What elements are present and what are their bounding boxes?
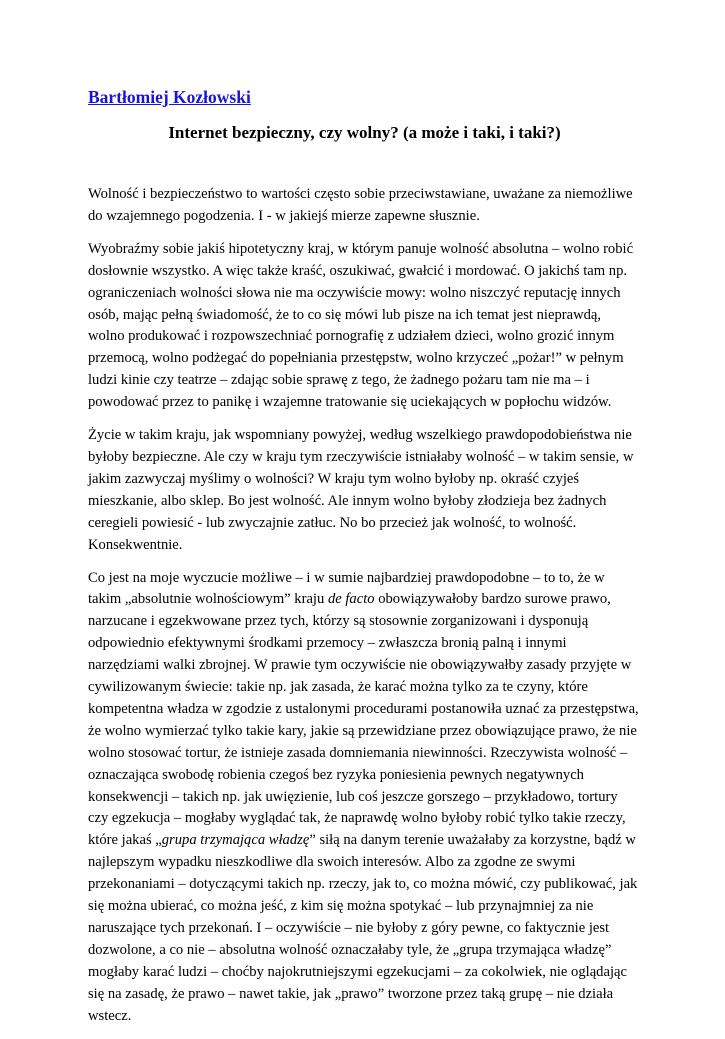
text-segment: odpowiednio efektywnymi środkami przemocy – zwłaszcza bronią palną i innymi	[88, 635, 567, 652]
text-segment: ” siłą na danym terenie uważałaby za korzystne, bądź w	[309, 832, 636, 849]
text-line	[88, 940, 648, 962]
text-segment: ceregieli powiesić - lub zwyczajnie zatłuc. No bo przecież jak wolność, to wolność.	[88, 514, 577, 531]
text-segment: mogłaby karać ludzi – choćby najokrutniejszymi egzekucjami – za cokolwiek, nie oglądając	[88, 963, 627, 980]
text-line	[88, 962, 648, 984]
text-line	[88, 370, 648, 392]
text-segment: Co jest na moje wyczucie możliwe – i w sumie najbardziej prawdopodobne – to to, że w	[88, 569, 605, 586]
text-line	[88, 896, 648, 918]
text-segment: obowiązywałoby bardzo surowe prawo,	[374, 591, 611, 608]
text-segment: ograniczeniach wolności słowa nie ma oczywiście mowy: wolno niszczyć reputację innych	[88, 284, 621, 301]
text-segment: wolno stosować tortur, że istnieje zasada domniemania niewinności. Rzeczywista wolność –	[88, 744, 628, 761]
text-line	[88, 239, 648, 261]
paragraph	[88, 239, 648, 414]
text-segment: narzucane i egzekwowane przez tych, którzy są stosownie zorganizowani i dysponują	[88, 613, 589, 630]
text-line	[88, 305, 648, 327]
text-line	[88, 392, 648, 414]
text-segment: przekonaniami – dotyczącymi takich np. rzeczy, jak to, co można mówić, czy publikować, jak	[88, 876, 638, 893]
text-segment: Konsekwentnie.	[88, 536, 183, 553]
text-segment: wstecz.	[88, 1007, 132, 1024]
italic-text: grupa trzymająca władzę	[161, 832, 310, 849]
text-segment: Wyobraźmy sobie jakiś hipotetyczny kraj, w którym panuje wolność absolutna – wolno robić	[88, 240, 634, 257]
text-segment: do wzajemnego pogodzenia. I - w jakiejś mierze zapewne słusznie.	[88, 207, 480, 224]
document-title	[0, 122, 725, 144]
text-segment: powodować przez to panikę i wzajemne tratowanie się uciekających w popłochu widzów.	[88, 394, 612, 411]
text-line	[88, 447, 648, 469]
text-segment: jakim zazwyczaj myślimy o wolności? W kraju tym wolno byłoby np. okraść czyjeś	[88, 470, 580, 487]
text-line	[88, 568, 648, 590]
text-line	[88, 589, 648, 611]
text-segment: przemocą, wolno podżegać do popełniania przestępstw, wolno krzyczeć „pożar!” w pełnym	[88, 350, 624, 367]
text-line	[88, 633, 648, 655]
text-line	[88, 852, 648, 874]
text-line	[88, 425, 648, 447]
text-segment: ludzi kinie czy teatrze – zdając sobie sprawę z tego, że żadnego pożaru tam nie ma – i	[88, 372, 590, 389]
text-segment: najlepszym wypadku nieszkodliwe dla swoich interesów. Albo za zgodne ze swymi	[88, 854, 576, 871]
text-line	[88, 830, 648, 852]
text-segment: czy egzekucja – mogłaby wyglądać tak, że naprawdę wolno byłoby robić tylko takie rzeczy,	[88, 810, 626, 827]
text-line	[88, 787, 648, 809]
text-line	[88, 655, 648, 677]
text-segment: mieszkanie, albo sklep. Bo jest wolność. Ale innym wolno byłoby złodzieja bez żadnych	[88, 492, 607, 509]
text-segment: osób, mając pełną świadomość, że to co się mówi lub pisze na ich temat jest nieprawdą,	[88, 306, 602, 323]
text-segment: naruszające tych przekonań. I – oczywiście – nie byłoby z góry pewne, co faktycznie jest	[88, 920, 610, 936]
document-body	[88, 184, 648, 1039]
text-line	[88, 874, 648, 896]
text-segment: dosłownie wszystko. A więc także kraść, oszukiwać, gwałcić i mordować. O jakichś tam np.	[88, 262, 628, 279]
text-line	[88, 206, 648, 228]
text-segment: konsekwencji – takich np. jak uwięzienie, lub coś jeszcze gorszego – przykładowo, tortury	[88, 788, 618, 805]
text-segment: wolno produkować i rozpowszechniać pornografię z udziałem dzieci, wolno grozić innym	[88, 328, 615, 345]
text-segment: kompetentna władza w zgodzie z ustalonymi procedurami postanowiła uznać za przestępstwa,	[88, 700, 639, 717]
text-line	[88, 808, 648, 830]
text-line	[88, 348, 648, 370]
text-segment: dozwolone, a co nie – absolutna wolność oznaczałaby tyle, że „grupa trzymająca władzę”	[88, 941, 612, 958]
italic-text: de facto	[327, 591, 375, 608]
text-segment: Życie w takim kraju, jak wspomniany powyżej, według wszelkiego prawdopodobieństwa nie	[88, 427, 632, 444]
text-segment: się na zasadę, że prawo – nawet takie, jak „prawo” tworzone przez taką grupę – nie działa	[88, 985, 614, 1002]
text-segment: że wolno wymierzać tylko takie kary, jakie są przewidziane przez obowiązujące prawo, że nie	[88, 722, 637, 739]
text-line	[88, 326, 648, 348]
text-line	[88, 721, 648, 743]
text-line	[88, 184, 648, 206]
text-line	[88, 743, 648, 765]
text-segment: narzędziami walki zbrojnej. W prawie tym oczywiście nie obowiązywałby zasady przyjęte w	[88, 657, 632, 674]
text-line	[88, 1006, 648, 1028]
text-line	[88, 765, 648, 787]
author-link[interactable]: Bartłomiej Kozłowski	[88, 87, 251, 107]
text-segment: byłoby bezpieczne. Ale czy w kraju tym rzeczywiście istniałaby wolność – w takim sensie, w	[88, 448, 634, 465]
text-segment: się można ubierać, co można jeść, z kim się można spotykać – lub przynajmniej za nie	[88, 898, 594, 915]
text-line	[88, 261, 648, 283]
text-line	[88, 535, 648, 557]
paragraph	[88, 425, 648, 556]
text-line	[88, 469, 648, 491]
text-segment: takim „absolutnie wolnościowym” kraju	[88, 591, 328, 608]
text-line	[88, 918, 648, 940]
text-line	[88, 513, 648, 535]
text-line	[88, 491, 648, 513]
text-line	[88, 699, 648, 721]
paragraph	[88, 184, 648, 228]
text-line	[88, 677, 648, 699]
text-line	[88, 611, 648, 633]
text-segment: oznaczająca swobodę robienia czegoś bez ryzyka poniesienia pewnych negatywnych	[88, 766, 584, 783]
text-line	[88, 283, 648, 305]
text-segment: które jakaś „	[88, 832, 162, 849]
document-title-text: Internet bezpieczny, czy wolny? (a może i taki, i taki?)	[168, 123, 561, 142]
text-line	[88, 984, 648, 1006]
paragraph	[88, 568, 648, 1028]
text-segment: Wolność i bezpieczeństwo to wartości często sobie przeciwstawiane, uważane za niemożliwe	[88, 186, 633, 202]
text-segment: cywilizowanym świecie: takie np. jak zasada, że karać można tylko za te czyny, które	[88, 679, 588, 696]
